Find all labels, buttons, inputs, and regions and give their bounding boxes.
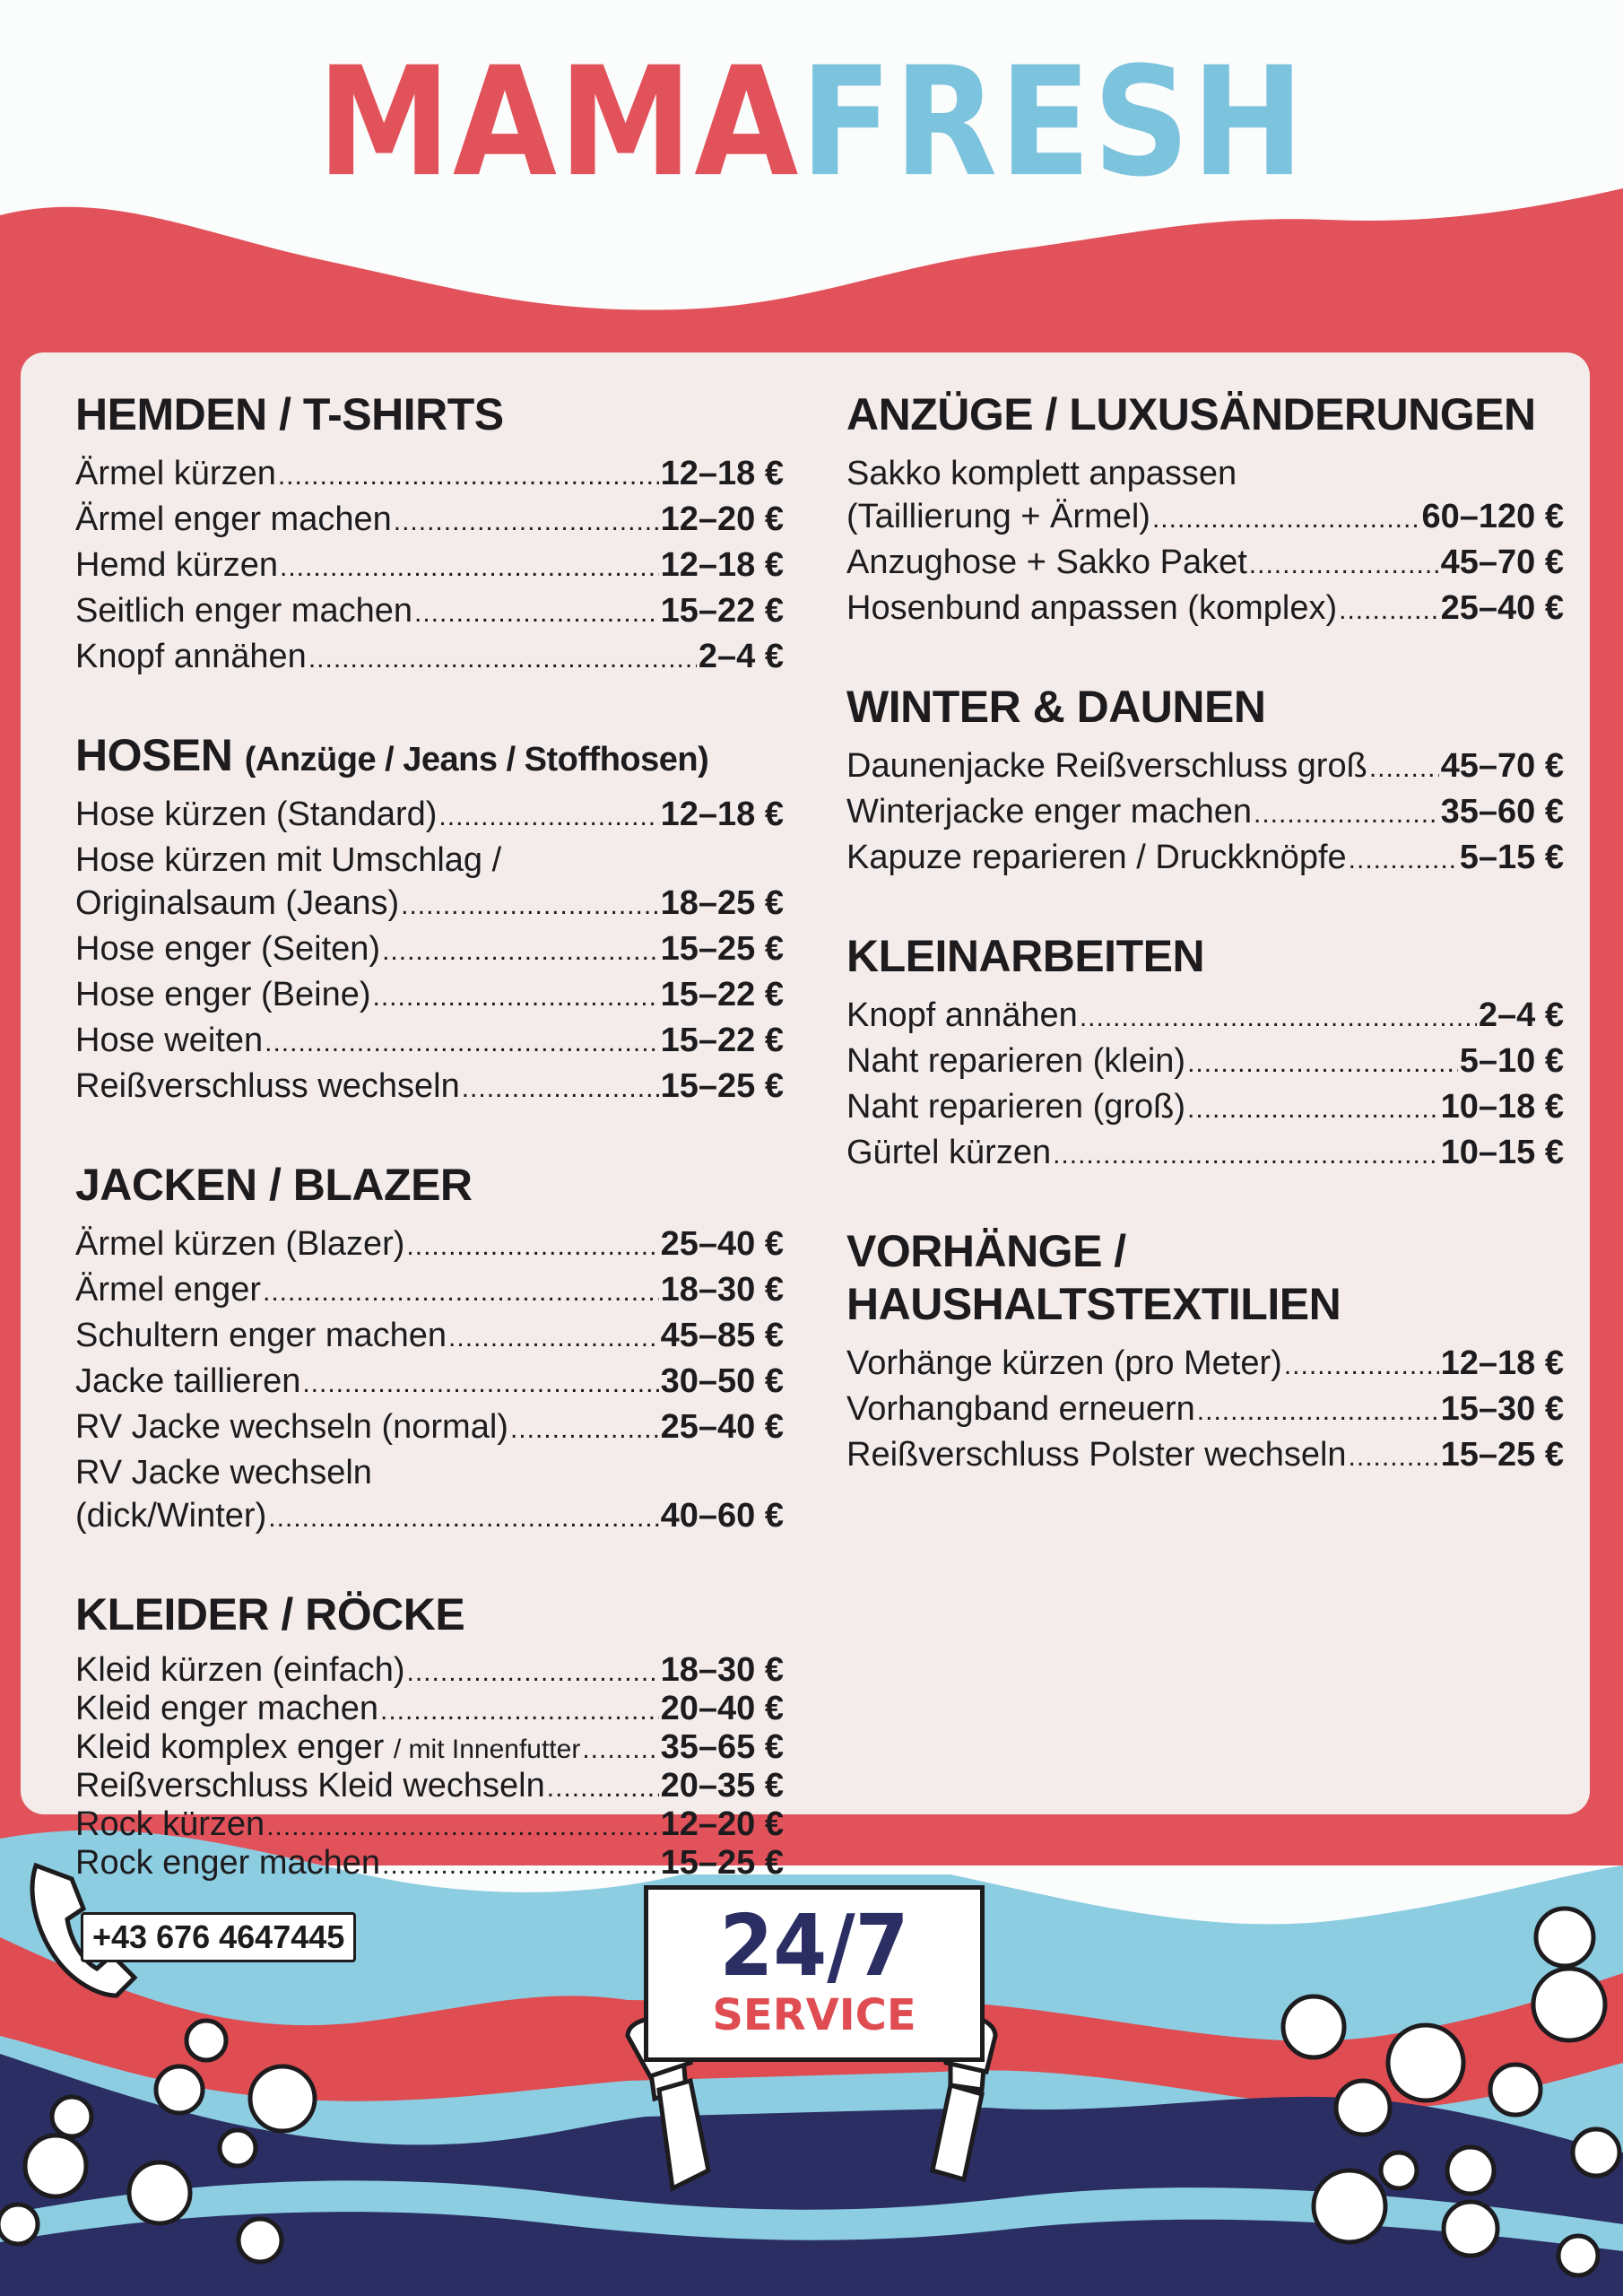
- item-price: 30–50 €: [660, 1362, 784, 1400]
- item-label: Jacke taillieren: [75, 1362, 301, 1400]
- dot-leader: [448, 1317, 659, 1360]
- item-price: 40–60 €: [660, 1497, 784, 1535]
- item-label-line1: Sakko komplett anpassen: [846, 455, 1237, 492]
- price-item: [75, 1845, 784, 1883]
- item-price: 12–18 €: [660, 796, 784, 833]
- dot-leader: [407, 1654, 659, 1691]
- price-item: [846, 994, 1564, 1039]
- dot-leader: [1080, 996, 1477, 1039]
- item-price: 10–18 €: [1440, 1088, 1564, 1126]
- item-price: 12–20 €: [660, 500, 784, 538]
- item-price: 18–30 €: [660, 1271, 784, 1309]
- item-price: 20–35 €: [660, 1767, 784, 1805]
- service-sign: [644, 1885, 985, 2062]
- dot-leader: [1249, 544, 1439, 587]
- item-label: Hose enger (Beine): [75, 976, 371, 1013]
- section-hemden: [75, 388, 784, 681]
- item-label: (Taillierung + Ärmel): [846, 498, 1150, 535]
- dot-leader: [1197, 1390, 1439, 1433]
- item-label: Daunenjacke Reißverschluss groß: [846, 747, 1367, 785]
- item-label: (dick/Winter): [75, 1497, 267, 1535]
- price-item: [846, 1433, 1564, 1479]
- price-item: [75, 1314, 784, 1360]
- price-item: [846, 1131, 1564, 1177]
- price-item: [846, 1039, 1564, 1085]
- item-label: Naht reparieren (klein): [846, 1042, 1186, 1080]
- section-anzuege: [846, 388, 1564, 632]
- item-note: / mit Innenfutter: [393, 1735, 581, 1764]
- dot-leader: [1254, 793, 1439, 836]
- section-title: JACKEN / BLAZER: [75, 1160, 473, 1210]
- item-price: 15–22 €: [660, 592, 784, 630]
- item-label: Vorhänge kürzen (pro Meter): [846, 1344, 1282, 1382]
- item-label: Reißverschluss wechseln: [75, 1067, 460, 1105]
- item-label: Rock enger machen: [75, 1844, 381, 1882]
- item-price: 25–40 €: [1440, 589, 1564, 627]
- item-price: 35–65 €: [660, 1728, 784, 1766]
- phone-number[interactable]: +43 676 4647445: [81, 1912, 356, 1962]
- dot-leader: [382, 1847, 659, 1883]
- section-title-sub: (Anzüge / Jeans / Stoffhosen): [244, 741, 709, 778]
- price-item: [846, 587, 1564, 632]
- dot-leader: [1187, 1042, 1458, 1085]
- item-price: 35–60 €: [1440, 793, 1564, 831]
- logo-part-mama: MAMA: [317, 35, 801, 211]
- item-price: 18–25 €: [660, 884, 784, 922]
- price-column-left: [75, 388, 784, 1932]
- section-winter: [846, 681, 1564, 882]
- price-item: [75, 1768, 784, 1806]
- price-item: [75, 544, 784, 589]
- item-price: 18–30 €: [660, 1651, 784, 1689]
- section-title-main: HOSEN: [75, 730, 233, 780]
- item-label: RV Jacke wechseln (normal): [75, 1408, 508, 1446]
- price-item: [75, 1729, 784, 1768]
- item-label: Naht reparieren (groß): [846, 1088, 1186, 1126]
- dot-leader: [438, 796, 658, 839]
- price-item: [75, 498, 784, 544]
- price-item: [846, 495, 1564, 541]
- item-price: 15–30 €: [1440, 1390, 1564, 1428]
- price-item: [75, 1691, 784, 1729]
- dot-leader: [401, 884, 658, 927]
- item-label: Schultern enger machen: [75, 1317, 447, 1354]
- item-label: [75, 1729, 580, 1768]
- item-label: Knopf annähen: [846, 996, 1078, 1034]
- item-label: Hosenbund anpassen (komplex): [846, 589, 1338, 627]
- item-label: Reißverschluss Polster wechseln: [846, 1436, 1347, 1474]
- price-item: [75, 1222, 784, 1268]
- price-item: [75, 1652, 784, 1691]
- dot-leader: [380, 1692, 659, 1729]
- price-column-right: [846, 388, 1564, 1527]
- item-price: 12–18 €: [660, 546, 784, 584]
- item-label: Ärmel kürzen (Blazer): [75, 1225, 405, 1263]
- item-price: 15–22 €: [660, 976, 784, 1013]
- service-label: SERVICE: [712, 1990, 916, 2040]
- section-vorhaenge: [846, 1225, 1564, 1479]
- item-price: 45–70 €: [1440, 544, 1564, 581]
- price-item: [75, 635, 784, 681]
- section-kleider: [75, 1588, 784, 1883]
- price-item: [75, 1405, 784, 1451]
- dot-leader: [406, 1225, 658, 1268]
- dot-leader: [308, 638, 697, 681]
- item-label: Originalsaum (Jeans): [75, 884, 400, 922]
- brand-logo: [0, 35, 1623, 211]
- section-title-line1: VORHÄNGE /: [846, 1226, 1126, 1276]
- item-label: Knopf annähen: [75, 638, 307, 675]
- dot-leader: [1369, 747, 1439, 790]
- section-title: [846, 1225, 1564, 1331]
- dot-leader: [302, 1362, 658, 1405]
- dot-leader: [582, 1731, 658, 1768]
- item-price: 12–18 €: [1440, 1344, 1564, 1382]
- item-price: 12–18 €: [660, 455, 784, 492]
- item-price: 25–40 €: [660, 1225, 784, 1263]
- price-item: [846, 541, 1564, 587]
- item-price: 5–15 €: [1459, 839, 1564, 876]
- item-label: Winterjacke enger machen: [846, 793, 1252, 831]
- item-label-main: Kleid komplex enger: [75, 1728, 385, 1766]
- section-kleinarbeiten: [846, 930, 1564, 1177]
- price-item: [75, 1065, 784, 1110]
- dot-leader: [265, 1022, 659, 1065]
- item-label: Hose kürzen (Standard): [75, 796, 438, 833]
- dot-leader: [263, 1271, 659, 1314]
- item-price: 20–40 €: [660, 1690, 784, 1727]
- price-item: [846, 1387, 1564, 1433]
- item-label: Kapuze reparieren / Druckknöpfe: [846, 839, 1347, 876]
- dot-leader: [414, 592, 659, 635]
- dot-leader: [268, 1497, 658, 1540]
- price-item: [75, 1494, 784, 1540]
- price-item: [846, 836, 1564, 882]
- item-price: 15–25 €: [660, 930, 784, 968]
- dot-leader: [462, 1067, 659, 1110]
- dot-leader: [373, 976, 659, 1019]
- item-price: 15–25 €: [660, 1844, 784, 1882]
- price-item: [75, 793, 784, 839]
- price-item: [75, 589, 784, 635]
- item-price: 25–40 €: [660, 1408, 784, 1446]
- price-item: [846, 790, 1564, 836]
- item-label: Kleid enger machen: [75, 1690, 378, 1727]
- dot-leader: [278, 455, 659, 498]
- item-price: 15–22 €: [660, 1022, 784, 1059]
- dot-leader: [266, 1808, 658, 1845]
- item-label: Hose weiten: [75, 1022, 264, 1059]
- item-label: Kleid kürzen (einfach): [75, 1651, 405, 1689]
- section-title: [75, 729, 784, 782]
- dot-leader: [1187, 1088, 1439, 1131]
- item-label-line1: RV Jacke wechseln: [75, 1454, 372, 1492]
- price-item: [75, 973, 784, 1019]
- price-item: [75, 1019, 784, 1065]
- price-item: [75, 927, 784, 973]
- dot-leader: [1339, 589, 1439, 632]
- price-item: [846, 1342, 1564, 1387]
- section-title: HEMDEN / T-SHIRTS: [75, 389, 504, 439]
- dot-leader: [394, 500, 659, 544]
- item-price: 15–25 €: [1440, 1436, 1564, 1474]
- dot-leader: [510, 1408, 659, 1451]
- item-price: 2–4 €: [698, 638, 784, 675]
- section-title: WINTER & DAUNEN: [846, 682, 1266, 732]
- section-title-line2: HAUSHALTSTEXTILIEN: [846, 1279, 1341, 1329]
- service-hours: 24/7: [719, 1897, 909, 1996]
- item-price: 45–70 €: [1440, 747, 1564, 785]
- section-jacken: [75, 1159, 784, 1540]
- section-title: KLEIDER / RÖCKE: [75, 1589, 465, 1639]
- item-label: Vorhangband erneuern: [846, 1390, 1195, 1428]
- section-title: KLEINARBEITEN: [846, 931, 1205, 981]
- dot-leader: [1349, 839, 1458, 882]
- item-price: 5–10 €: [1459, 1042, 1564, 1080]
- price-item: [846, 744, 1564, 790]
- section-hosen: [75, 729, 784, 1110]
- item-label: Ärmel enger machen: [75, 500, 392, 538]
- item-label-line1: Hose kürzen mit Umschlag /: [75, 841, 502, 879]
- dot-leader: [1284, 1344, 1439, 1387]
- item-price: 15–25 €: [660, 1067, 784, 1105]
- price-item: [846, 1085, 1564, 1131]
- price-item: [75, 1268, 784, 1314]
- price-item: [75, 1806, 784, 1845]
- price-item: [75, 1360, 784, 1405]
- item-price: 10–15 €: [1440, 1134, 1564, 1171]
- dot-leader: [1152, 498, 1420, 541]
- item-price: 45–85 €: [660, 1317, 784, 1354]
- item-label: Hose enger (Seiten): [75, 930, 381, 968]
- dot-leader: [1053, 1134, 1439, 1177]
- section-title: ANZÜGE / LUXUSÄNDERUNGEN: [846, 389, 1536, 439]
- item-label: Anzughose + Sakko Paket: [846, 544, 1247, 581]
- item-label: Gürtel kürzen: [846, 1134, 1052, 1171]
- dot-leader: [280, 546, 659, 589]
- item-label: Seitlich enger machen: [75, 592, 412, 630]
- logo-part-fresh: FRESH: [800, 35, 1306, 211]
- item-label: Reißverschluss Kleid wechseln: [75, 1767, 545, 1805]
- item-label: Rock kürzen: [75, 1805, 265, 1843]
- item-label: Ärmel enger: [75, 1271, 261, 1309]
- item-price: 60–120 €: [1421, 498, 1564, 535]
- item-label: Ärmel kürzen: [75, 455, 276, 492]
- item-price: 12–20 €: [660, 1805, 784, 1843]
- price-item: [75, 452, 784, 498]
- item-price: 2–4 €: [1478, 996, 1564, 1034]
- dot-leader: [382, 930, 659, 973]
- dot-leader: [547, 1770, 659, 1806]
- price-item: [75, 882, 784, 927]
- item-label: Hemd kürzen: [75, 546, 278, 584]
- dot-leader: [1349, 1436, 1439, 1479]
